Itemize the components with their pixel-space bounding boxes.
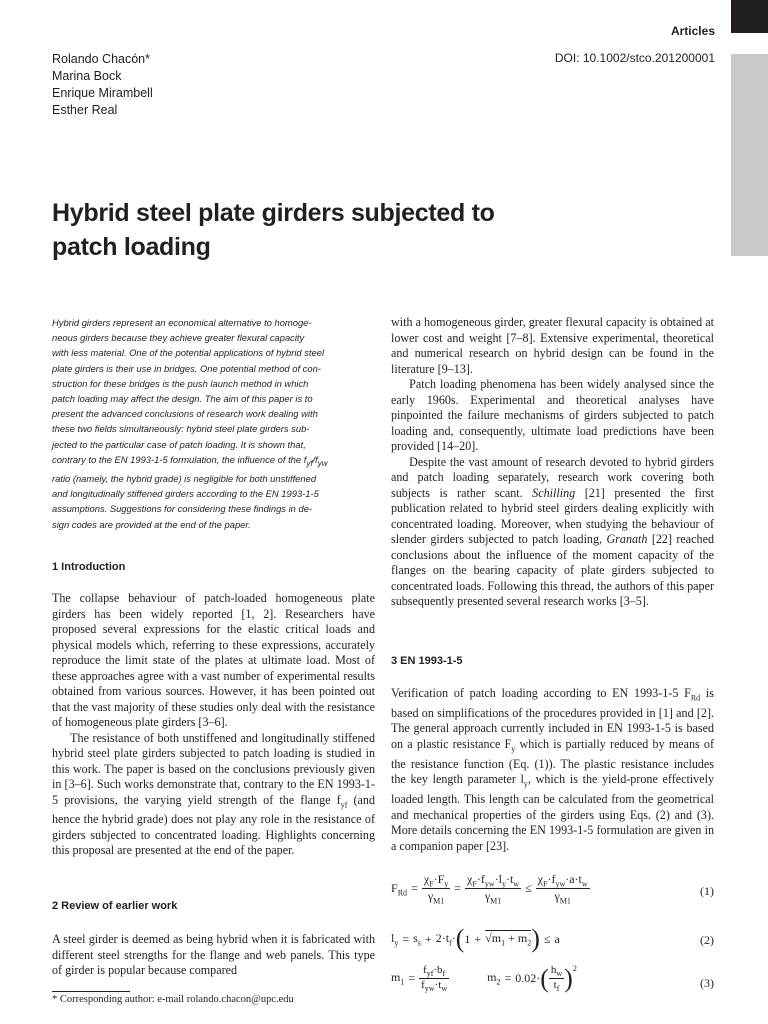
author: Rolando Chacón*	[52, 52, 150, 66]
section-heading-en1993: 3 EN 1993-1-5	[391, 655, 463, 667]
author: Marina Bock	[52, 69, 122, 83]
abstract-line: neous girders because they achieve greater flexural capacity	[52, 332, 305, 344]
abstract-line: struction for these bridges is the push launch method in which	[52, 377, 309, 389]
abstract-line: with less material. One of the potential applications of hybrid steel	[52, 347, 325, 359]
equation-number: (1)	[700, 884, 714, 898]
paragraph: with a homogeneous girder, greater flexural capacity is obtained at lower cost and weight [7–8]. Extensive experimental, theoretical and numerical research on hybrid design can be found in the literature [9–13].	[391, 315, 714, 376]
review-body	[52, 932, 375, 979]
author-list	[52, 51, 153, 119]
abstract-line: present the advanced conclusions of research work dealing with	[52, 408, 318, 420]
tab-marker-dark	[731, 0, 768, 33]
paragraph: A steel girder is deemed as being hybrid when it is fabricated with different steel strengths for the flange and web panels. This type of girder is popular because compared	[52, 932, 375, 977]
author: Enrique Mirambell	[52, 86, 153, 100]
tab-marker-grey	[731, 54, 768, 256]
equation-number: (2)	[700, 933, 714, 947]
author: Esther Real	[52, 103, 118, 117]
abstract-line: and longitudinally stiffened girders according to the EN 1993-1-5	[52, 488, 319, 500]
paragraph: The collapse behaviour of patch-loaded homogeneous plate girders has been widely reported [1, 2]. Researchers have proposed several expressions for the elastic critical loads and physical models which, referring to these expressions, accurately reproduce the limit state of the plates at ultimate load. Most of these approaches agree with a vast number of experimental results obtained from various sources. However, it has been pointed out that the vast majority of these studies only deal with the resistance of homogeneous plate girders [3–6].	[52, 591, 375, 729]
paragraph: Despite the vast amount of research devoted to hybrid girders and patch loading separately, research work covering both subjects is rather scant. Schilling [21] presented the first publication related to hybrid steel girders dealing explicitly with concentrated loading. Moreover, when studying the behaviour of slender girders subjected to patch loading, Granath [22] reached conclusions about the influence of the moment capacity of the flanges on the bearing capacity of plate girders subjected to concentrated loads. Following this thread, the authors of this paper subsequently presented several research works [3–5].	[391, 454, 714, 608]
title-line: patch loading	[52, 233, 211, 261]
en1993-body	[391, 686, 714, 854]
equation-1	[391, 872, 714, 912]
abstract-line: Hybrid girders represent an economical alternative to homoge-	[52, 317, 312, 328]
equation-number: (3)	[700, 976, 714, 990]
paper-title	[52, 196, 652, 264]
abstract-line: plate girders is their use in bridges. One potential method of con-	[52, 362, 321, 374]
abstract	[52, 315, 374, 532]
paragraph: Patch loading phenomena has been widely analysed since the early 1960s. Experimental and theoretical analyses have pinpointed the failure mechanisms of girders subjected to patch loading and, consequently, ultimate load predictions have been provided [14–20].	[391, 377, 714, 453]
paragraph: The resistance of both unstiffened and longitudinally stiffened hybrid steel plate girders subjected to patch loading is studied in this work. The paper is based on the conclusions previously given in [3–6]. Such works demonstrate that, contrary to the EN 1993-1-5 provisions, the varying yield strength of the flange $f_{yf}$ (and hence the hybrid grade) does not play any role in the resistance of girders subjected to concentrated loading. Highlights concerning this proposal are presented at the end of the paper.	[52, 730, 375, 858]
title-line: Hybrid steel plate girders subjected to	[52, 199, 495, 227]
abstract-line: sign codes are provided at the end of the paper.	[52, 518, 251, 530]
section-heading-introduction: 1 Introduction	[52, 561, 126, 573]
equation-2	[391, 926, 714, 966]
footnote: * Corresponding author: e-mail rolando.chacon@upc.edu	[52, 994, 294, 1005]
abstract-line: these two fields simultaneously: hybrid steel plate girders sub-	[52, 423, 310, 435]
abstract-line: ratio (namely, the hybrid grade) is negligible for both unstiffened	[52, 472, 317, 484]
paragraph: Verification of patch loading according to EN 1993-1-5 $F_{Rd}$ is based on simplifications of the procedures provided in [1] and [2]. The general approach currently included in EN 1993-1-5 is based on a plastic resistance $F_y$ which is partially reduced by means of the resistance function (Eq. (1)). The plastic resistance includes the key length parameter $l_y$, which is the yield-prone effectively loaded length. This length can be calculated from the geometrical and mechanical properties of the girders using Eqs. (2) and (3). More details concerning the EN 1993-1-5 formulation are given in a companion paper [23].	[391, 686, 715, 853]
equation-body: $F_{Rd}$ = $\frac{\chi_F\cdot F_y}{\gamma_{M1}}$ = $\frac{\chi_F\cdot f_{yw}\cdot l_y\cdot t_w}{\gamma_{M1}}$ ≤ $\frac{\chi_F\cdot f_{yw}\cdot a\cdot t_w}{\gamma_{M1}}$	[391, 872, 588, 906]
doi[interactable]: DOI: 10.1002/stco.201200001	[554, 51, 715, 65]
introduction-body	[52, 591, 375, 859]
footnote-divider	[52, 991, 130, 992]
equation-body: $m_1$ = $\frac{f_{yf}\cdot b_f}{f_{yw}\cdot t_w}$ $m_2$ = 0.02· ( $\frac{h_w}{t_f}$ ) $^2$	[391, 963, 577, 994]
equation-body: $l_y$ = $s_s$ + $2\cdot t_f\cdot$ ( 1 + $√m_1 + m_2$ ) ≤ a	[391, 924, 560, 953]
review-body-continued	[391, 315, 714, 610]
section-label: Articles	[670, 24, 715, 38]
abstract-line: assumptions. Suggestions for considering these findings in de-	[52, 503, 313, 515]
section-heading-review: 2 Review of earlier work	[52, 900, 178, 912]
abstract-line: jected to the particular case of patch loading. It is shown that,	[52, 438, 306, 450]
equation-3	[391, 964, 714, 1004]
abstract-line: patch loading may affect the design. The aim of this paper is to	[52, 393, 313, 405]
abstract-line: contrary to the EN 1993-1-5 formulation, the influence of the $f_{yf}/f_{yw}$	[52, 453, 328, 468]
